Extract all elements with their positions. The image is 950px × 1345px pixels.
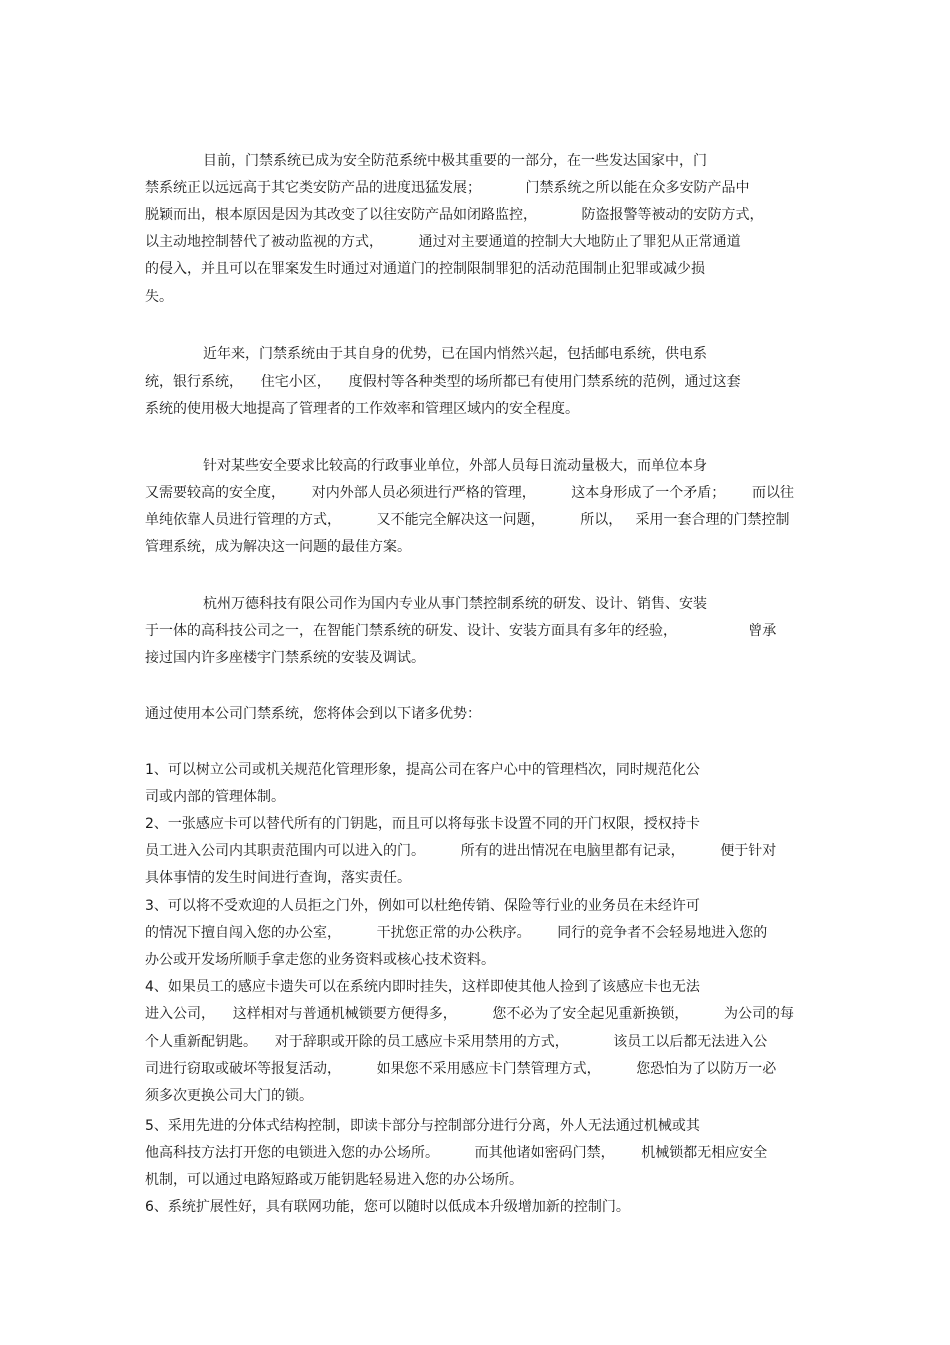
advantage-item-1: 司或内部的管理体制。	[145, 789, 285, 805]
advantage-item-4: 司进行窃取或破坏等报复活动， 如果您不采用感应卡门禁管理方式， 您恐怕为了以防万一必	[145, 1061, 777, 1077]
paragraph-intro-line: 禁系统正以远远高于其它类安防产品的进度迅猛发展； 门禁系统之所以能在众多安防产品中	[145, 180, 750, 196]
advantage-item-2: 员工进入公司内其职责范围内可以进入的门。 所有的进出情况在电脑里都有记录， 便于针对	[145, 843, 777, 859]
advantage-item-1: 1、可以树立公司或机关规范化管理形象，提高公司在客户心中的管理档次，同时规范化公	[145, 762, 700, 778]
paragraph-intro-line: 的侵入，并且可以在罪案发生时通过对通道门的控制限制罪犯的活动范围制止犯罪或减少损	[145, 261, 705, 277]
advantage-item-5: 5、采用先进的分体式结构控制，即读卡部分与控制部分进行分离，外人无法通过机械或其	[145, 1118, 700, 1134]
advantage-item-2: 具体事情的发生时间进行查询，落实责任。	[145, 870, 411, 886]
advantage-item-4: 进入公司， 这样相对与普通机械锁要方便得多， 您不必为了安全起见重新换锁， 为公司的每	[145, 1006, 795, 1022]
paragraph-company-line: 杭州万德科技有限公司作为国内专业从事门禁控制系统的研发、设计、销售、安装	[203, 596, 707, 612]
advantage-item-3: 3、可以将不受欢迎的人员拒之门外，例如可以杜绝传销、保险等行业的业务员在未经许可	[145, 898, 700, 914]
paragraph-company-line: 接过国内许多座楼宇门禁系统的安装及调试。	[145, 650, 425, 666]
paragraph-admin-line: 管理系统，成为解决这一问题的最佳方案。	[145, 539, 411, 555]
paragraph-admin-line: 针对某些安全要求比较高的行政事业单位，外部人员每日流动量极大，而单位本身	[203, 458, 707, 474]
paragraph-intro-line: 脱颖而出，根本原因是因为其改变了以往安防产品如闭路监控， 防盗报警等被动的安防方式，	[145, 207, 764, 223]
paragraph-intro-line: 目前，门禁系统已成为安全防范系统中极其重要的一部分，在一些发达国家中，门	[203, 153, 707, 169]
advantage-item-6: 6、系统扩展性好，具有联网功能，您可以随时以低成本升级增加新的控制门。	[145, 1199, 630, 1215]
advantage-item-4: 个人重新配钥匙。 对于辞职或开除的员工感应卡采用禁用的方式， 该员工以后都无法进入公	[145, 1034, 768, 1050]
advantages-intro: 通过使用本公司门禁系统，您将体会到以下诸多优势：	[145, 706, 481, 722]
paragraph-recent-line: 近年来，门禁系统由于其自身的优势，已在国内悄然兴起，包括邮电系统，供电系	[203, 346, 707, 362]
paragraph-company-line: 于一体的高科技公司之一，在智能门禁系统的研发、设计、安装方面具有多年的经验， 曾承	[145, 623, 777, 639]
advantage-item-5: 机制，可以通过电路短路或万能钥匙轻易进入您的办公场所。	[145, 1172, 523, 1188]
advantage-item-4: 4、如果员工的感应卡遗失可以在系统内即时挂失，这样即使其他人捡到了该感应卡也无法	[145, 979, 700, 995]
advantage-item-5: 他高科技方法打开您的电锁进入您的办公场所。 而其他诸如密码门禁， 机械锁都无相应安全	[145, 1145, 768, 1161]
paragraph-recent-line: 系统的使用极大地提高了管理者的工作效率和管理区域内的安全程度。	[145, 401, 579, 417]
advantage-item-4: 须多次更换公司大门的锁。	[145, 1088, 313, 1104]
advantage-item-3: 的情况下擅自闯入您的办公室， 干扰您正常的办公秩序。 同行的竞争者不会轻易地进入您的	[145, 925, 768, 941]
paragraph-admin-line: 单纯依靠人员进行管理的方式， 又不能完全解决这一问题， 所以， 采用一套合理的门禁控制	[145, 512, 790, 528]
paragraph-admin-line: 又需要较高的安全度， 对内外部人员必须进行严格的管理， 这本身形成了一个矛盾； 而以往	[145, 485, 795, 501]
advantage-item-3: 办公或开发场所顺手拿走您的业务资料或核心技术资料。	[145, 952, 495, 968]
paragraph-intro-line: 失。	[145, 289, 173, 305]
advantage-item-2: 2、一张感应卡可以替代所有的门钥匙，而且可以将每张卡设置不同的开门权限，授权持卡	[145, 816, 700, 832]
paragraph-recent-line: 统，银行系统， 住宅小区， 度假村等各种类型的场所都已有使用门禁系统的范例，通过这套	[145, 374, 741, 390]
paragraph-intro-line: 以主动地控制替代了被动监视的方式， 通过对主要通道的控制大大地防止了罪犯从正常通道	[145, 234, 741, 250]
